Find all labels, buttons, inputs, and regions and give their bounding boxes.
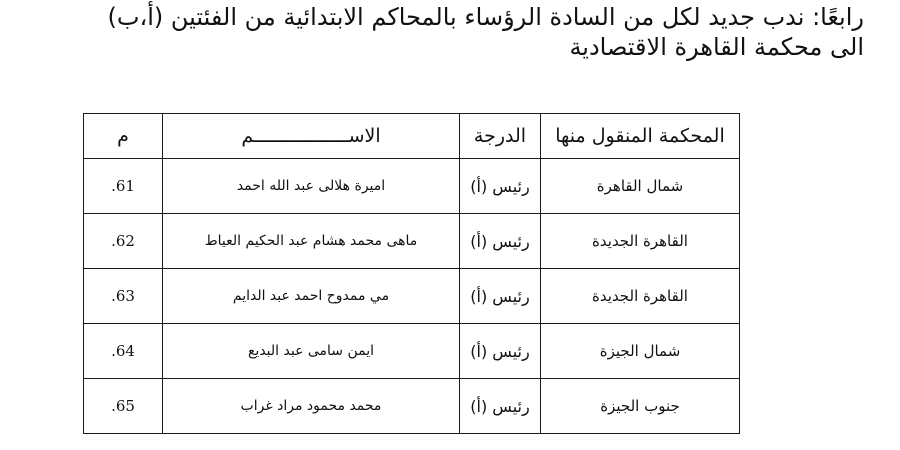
cell-court: شمال الجيزة <box>541 324 740 379</box>
cell-grade: رئيس (أ) <box>460 324 541 379</box>
cell-court: شمال القاهرة <box>541 159 740 214</box>
cell-name: ماهى محمد هشام عبد الحكيم العياط <box>163 214 460 269</box>
header-row <box>84 114 740 159</box>
heading-line-2: الى محكمة القاهرة الاقتصادية <box>569 33 864 61</box>
header-court: المحكمة المنقول منها <box>541 114 740 159</box>
table-row <box>84 269 740 324</box>
cell-grade: رئيس (أ) <box>460 159 541 214</box>
heading-line-1: رابعًا: ندب جديد لكل من السادة الرؤساء بالمحاكم الابتدائية من الفئتين (أ،ب) <box>107 3 864 31</box>
header-number: م <box>84 114 163 159</box>
cell-grade: رئيس (أ) <box>460 379 541 434</box>
cell-number: 64. <box>84 324 163 379</box>
table-body <box>84 159 740 434</box>
cell-court: القاهرة الجديدة <box>541 269 740 324</box>
cell-grade: رئيس (أ) <box>460 269 541 324</box>
judges-table <box>83 113 740 434</box>
table-row <box>84 214 740 269</box>
header-name: الاســـــــــــــــــم <box>163 114 460 159</box>
cell-number: 62. <box>84 214 163 269</box>
cell-number: 65. <box>84 379 163 434</box>
table-row <box>84 379 740 434</box>
cell-number: 61. <box>84 159 163 214</box>
cell-name: مي ممدوح احمد عبد الدايم <box>163 269 460 324</box>
cell-name: اميرة هلالى عبد الله احمد <box>163 159 460 214</box>
cell-number: 63. <box>84 269 163 324</box>
cell-name: محمد محمود مراد غراب <box>163 379 460 434</box>
header-grade: الدرجة <box>460 114 541 159</box>
cell-name: ايمن سامى عبد البديع <box>163 324 460 379</box>
table-row <box>84 159 740 214</box>
table-header <box>84 114 740 159</box>
cell-court: جنوب الجيزة <box>541 379 740 434</box>
cell-grade: رئيس (أ) <box>460 214 541 269</box>
cell-court: القاهرة الجديدة <box>541 214 740 269</box>
table-row <box>84 324 740 379</box>
